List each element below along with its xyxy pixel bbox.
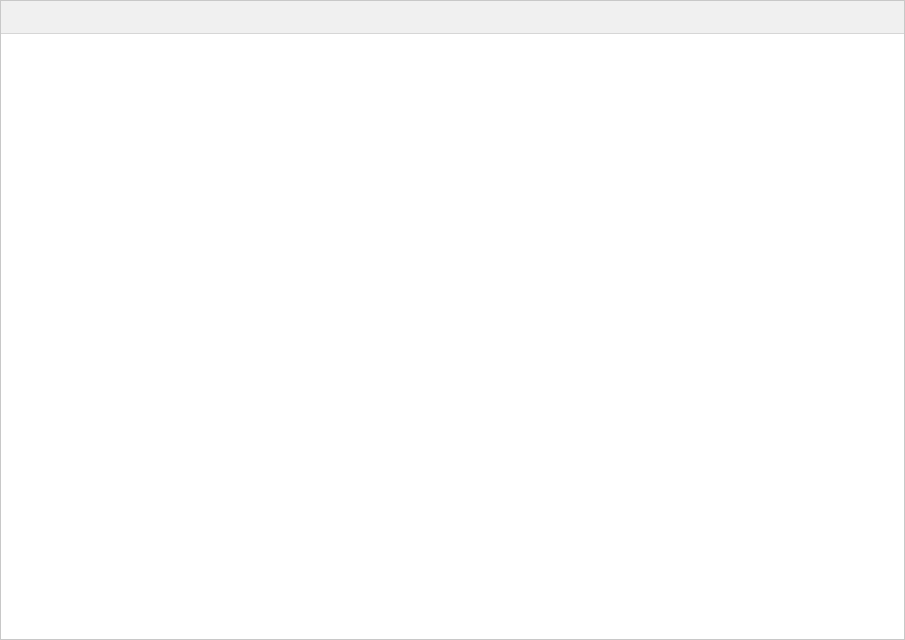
main-content [1, 34, 904, 639]
title-bar [1, 1, 904, 34]
